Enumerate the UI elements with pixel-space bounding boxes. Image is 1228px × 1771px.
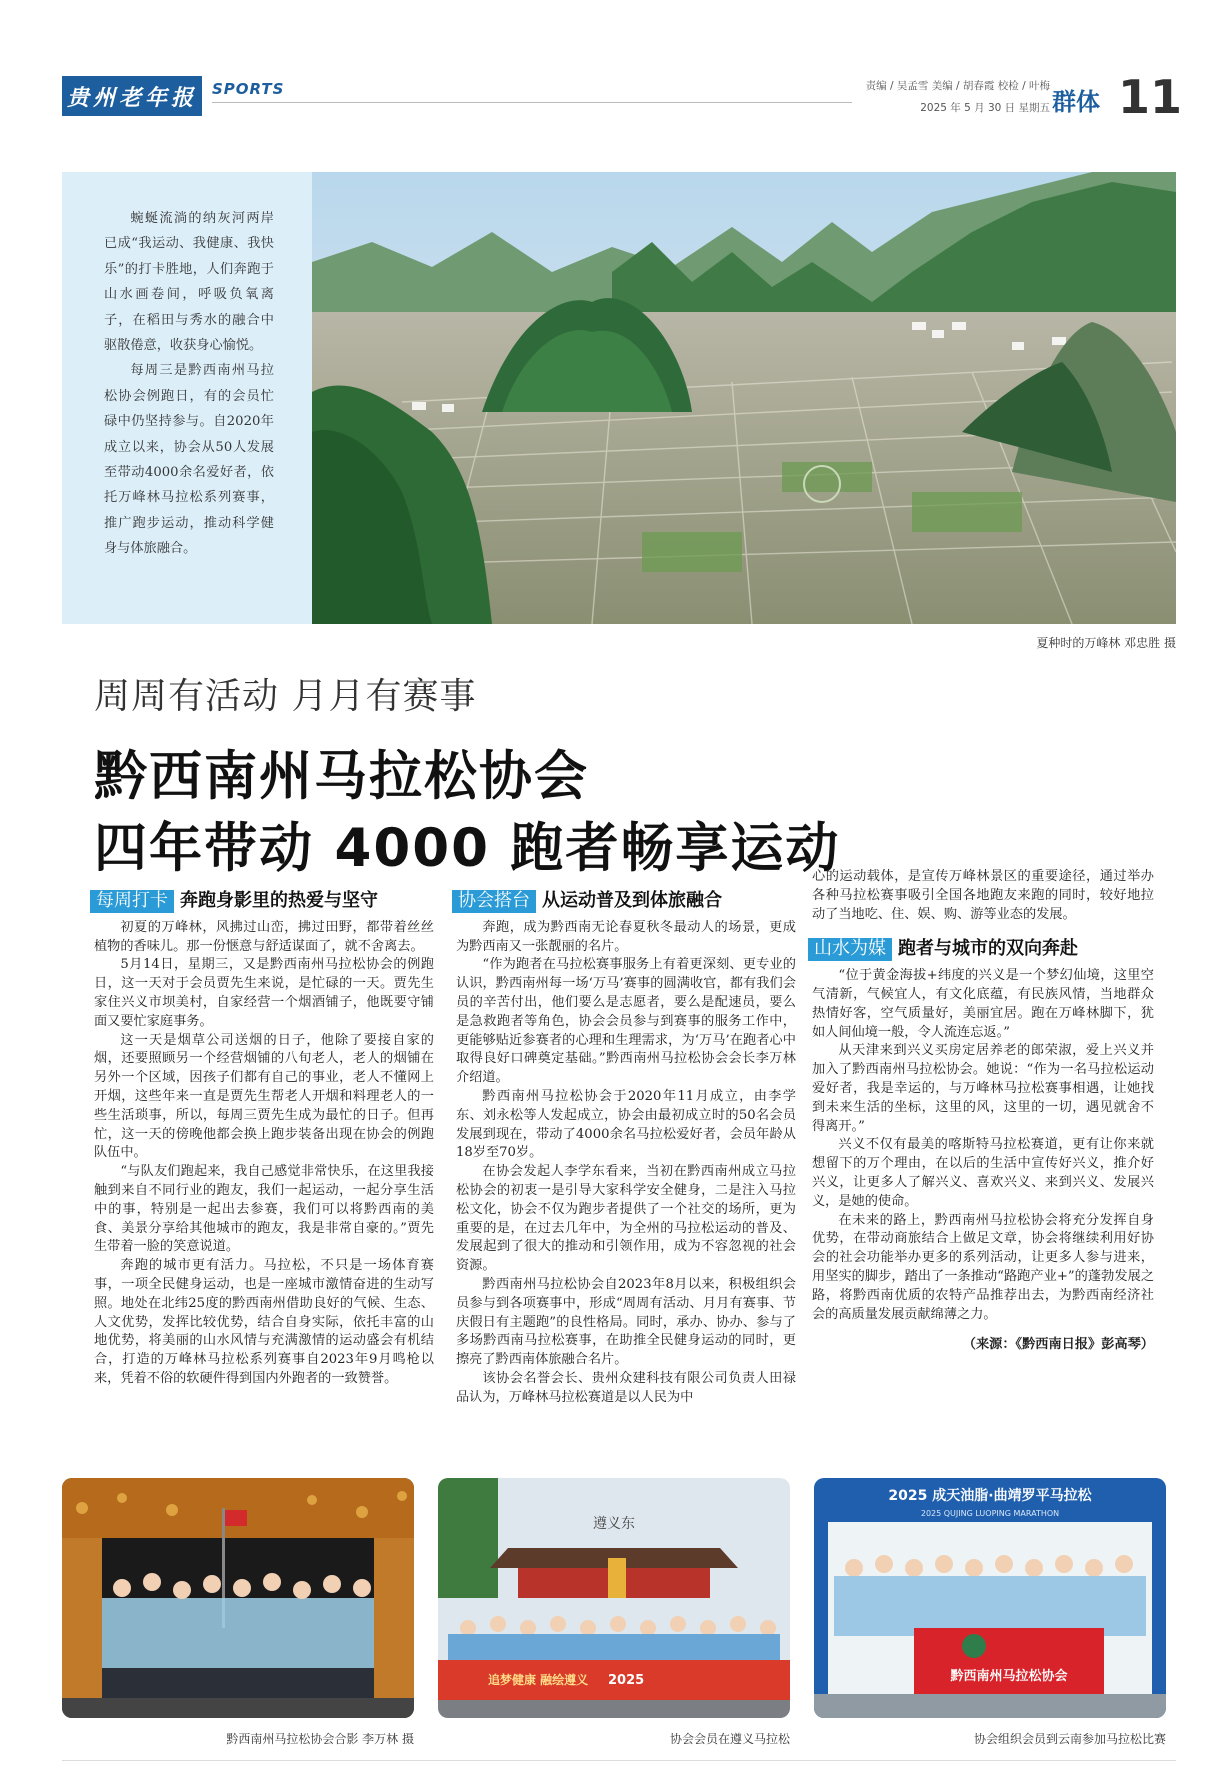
body-paragraph: 心的运动载体，是宣传万峰林景区的重要途径，通过举办各种马拉松赛事吸引全国各地跑友来跑的同时，较好地拉动了当地吃、住、娱、购、游等业态的发展。 <box>812 869 1154 922</box>
body-paragraph: 黔西南州马拉松协会自2023年8月以来，积极组织会员参与到各项赛事中，形成“周周有活动、月月有赛事、节庆假日有主题跑”的良性格局。同时，承办、协办、参与了多场黔西南马拉松赛事，在助推全民健身运动的同时，更擦亮了黔西南体旅融合名片。 <box>456 1276 796 1368</box>
article-column-3 <box>812 868 1154 1355</box>
body-paragraph: 在未来的路上，黔西南州马拉松协会将充分发挥自身优势，在带动商旅结合上做足文章，协会将继续利用好协会的社会功能举办更多的系列活动，让更多人参与进来，用坚实的脚步，踏出了一条推动“路跑产业+”的蓬勃发展之路，将黔西南优质的农特产品推荐出去，为黔西南经济社会的高质量发展贡献绵薄之力。 <box>812 1212 1154 1322</box>
subheading-weekly <box>90 890 434 913</box>
body-paragraph: 5月14日，星期三，又是黔西南州马拉松协会的例跑日，这一天对于会员贾先生来说，是忙碌的一天。贾先生家住兴义市坝美村，自家经营一个烟酒铺子，他既要守铺面又要忙家庭事务。 <box>94 957 434 1029</box>
banner-slogan: 追梦健康 融绘遵义 <box>488 1673 589 1687</box>
body-paragraph: 初夏的万峰林，风拂过山峦，拂过田野，都带着丝丝植物的香味儿。那一份惬意与舒适谋面了，就不舍离去。 <box>94 919 434 954</box>
section-title: 跑者与城市的双向奔赴 <box>898 938 1078 960</box>
intro-text <box>104 206 274 562</box>
intro-paragraph: 每周三是黔西南州马拉松协会例跑日，有的会员忙碌中仍坚持参与。自2020年成立以来，协会从50人发展至带动4000余名爱好者，依托万峰林马拉松系列赛事，推广跑步运动，推动科学健身与体旅融合。 <box>104 363 274 557</box>
body-paragraph: 兴义不仅有最美的喀斯特马拉松赛道，更有让你来就想留下的万个理由，在以后的生活中宣传好兴义，推介好兴义，让更多人了解兴义、喜欢兴义、来到兴义、发展兴义，是她的使命。 <box>812 1137 1154 1209</box>
wanfenglin-landscape-illustration <box>312 172 1176 624</box>
section-title: 从运动普及到体旅融合 <box>542 890 722 911</box>
group-photo-illustration <box>62 1478 414 1718</box>
headline-line-1: 黔西南州马拉松协会 <box>94 746 589 807</box>
section-tag: 协会搭台 <box>452 890 536 913</box>
section-name: 群体 <box>1052 88 1100 116</box>
body-paragraph: “与队友们跑起来，我自己感觉非常快乐，在这里我接触到来自不同行业的跑友，我们一起运动，一起分享生活中的事，特别是一起出去参赛，我们可以将黔西南的美食、美景分享给其他城市的跑友，我是非常自豪的。”贾先生带着一脸的笑意说道。 <box>94 1164 434 1255</box>
photo-caption-3: 协会组织会员到云南参加马拉松比赛 <box>973 1732 1166 1746</box>
page-number: 11 <box>1118 70 1183 124</box>
body-paragraph: 在协会发起人李学东看来，当初在黔西南州成立马拉松协会的初衷一是引导大家科学安全健身，二是注入马拉松文化，协会不仅为跑步者提供了一个社交的场所，更为重要的是，在过去几年中，为全州的马拉松运动的普及、发展起到了很大的推动和引领作用，成为不容忽视的社会资源。 <box>456 1164 796 1274</box>
body-paragraph: “位于黄金海拔+纬度的兴义是一个梦幻仙境，这里空气清新，气候宜人，有文化底蕴，有民族风情，当地群众热情好客，空气质量好，美丽宜居。跑在万峰林脚下，犹如人间仙境一般，令人流连忘返。” <box>812 968 1154 1040</box>
header-rule <box>212 102 852 103</box>
body-paragraph: 从天津来到兴义买房定居养老的郎荣淑，爱上兴义并加入了黔西南州马拉松协会。她说：“作为一名马拉松运动爱好者，我是幸运的，与万峰林马拉松赛事相遇，让她找到未来生活的坐标，这里的风，这里的一切，遇见就舍不得离开。” <box>812 1043 1154 1134</box>
arch-title: 2025 成天油脂·曲靖罗平马拉松 <box>888 1488 1092 1504</box>
flag-text: 黔西南州马拉松协会 <box>950 1669 1068 1684</box>
body-paragraph: 该协会名誉会长、贵州众建科技有限公司负责人田禄品认为，万峰林马拉松赛道是以人民为中 <box>456 1370 796 1405</box>
body-paragraph: 奔跑的城市更有活力。马拉松，不只是一场体育赛事，一项全民健身运动，也是一座城市激情奋进的生动写照。地处在北纬25度的黔西南州借助良好的气候、生态、人文优势，发挥比较优势，结合自身实际，依托丰富的山地优势，将美丽的山水风情与充满激情的运动盛会有机结合，打造的万峰林马拉松系列赛事自2023年9月鸣枪以来，凭着不俗的软硬件得到国内外跑者的一致赞誉。 <box>94 1258 434 1386</box>
arch-subtitle: 2025 QUJING LUOPING MARATHON <box>920 1509 1060 1518</box>
article-column-1 <box>94 890 434 1389</box>
luoping-photo-illustration <box>814 1478 1166 1718</box>
body-paragraph: 这一天是烟草公司送烟的日子，他除了要接自家的烟，还要照顾另一个经营烟铺的八旬老人，老人的烟铺在另外一个区域，因孩子们都有自己的事业，老人不懂网上开烟，这些年来一直是贾先生帮老人开烟和料理老人的一些生活琐事，所以，每周三贾先生成为最忙的日子。但再忙，这一天的傍晚他都会换上跑步装备出现在协会的例跑队伍中。 <box>94 1032 434 1161</box>
hero-photo-caption: 夏种时的万峰林 邓忠胜 摄 <box>1036 636 1176 650</box>
hero-landscape-photo <box>312 172 1176 624</box>
footer-rule <box>62 1760 1176 1761</box>
zunyi-photo-illustration <box>438 1478 790 1718</box>
body-paragraph: 奔跑，成为黔西南无论春夏秋冬最动人的场景，更成为黔西南又一张靓丽的名片。 <box>456 919 796 954</box>
headline-line-2: 四年带动 4000 跑者畅享运动 <box>94 818 841 879</box>
photo-zunyi-marathon <box>438 1478 790 1718</box>
issue-date: 2025 年 5 月 30 日 星期五 <box>920 102 1050 114</box>
body-paragraph: “作为跑者在马拉松赛事服务上有着更深刻、更专业的认识，黔西南州每一场‘万马’赛事的圆满收官，都有我们会员的辛苦付出，他们要么是志愿者，要么是配速员，要么是急救跑者等角色，协会会员参与到赛事的服务工作中，更能够贴近参赛者的心理和生理需求，为‘万马’在跑者心中取得良好口碑奠定基础。”黔西南州马拉松协会会长李万林介绍道。 <box>456 957 796 1086</box>
section-title: 奔跑身影里的热爱与坚守 <box>180 890 378 911</box>
article-source: （来源：《黔西南日报》彭高琴） <box>962 1337 1154 1353</box>
gate-sign: 遵义东 <box>593 1516 635 1532</box>
photo-caption-2: 协会会员在遵义马拉松 <box>669 1732 790 1746</box>
editor-credits: 责编 / 吴孟雪 美编 / 胡春霞 校检 / 叶梅 <box>865 80 1050 92</box>
banner-year: 2025 <box>608 1673 645 1688</box>
article-column-2 <box>456 890 796 1408</box>
subheading-association <box>452 890 796 913</box>
photo-group-night <box>62 1478 414 1718</box>
body-paragraph: 黔西南州马拉松协会于2020年11月成立，由李学东、刘永松等人发起成立，协会由最初成立时的50名会员发展到现在，带动了4000余名马拉松爱好者，会员年龄从18岁至70岁。 <box>456 1088 796 1161</box>
subheading-landscape <box>808 938 1154 961</box>
section-tag: 山水为媒 <box>808 938 892 961</box>
photo-caption-1: 黔西南州马拉松协会合影 李万林 摄 <box>226 1732 414 1746</box>
kicker-title: 周周有活动 月月有赛事 <box>94 676 477 717</box>
newspaper-logo: 贵州老年报 <box>62 76 202 116</box>
section-tag: 每周打卡 <box>90 890 174 913</box>
sports-label: SPORTS <box>212 80 285 98</box>
intro-paragraph: 蜿蜒流淌的纳灰河两岸已成“我运动、我健康、我快乐”的打卡胜地，人们奔跑于山水画卷间，呼吸负氧离子，在稻田与秀水的融合中驱散倦意，收获身心愉悦。 <box>104 211 274 354</box>
photo-luoping-marathon <box>814 1478 1166 1718</box>
